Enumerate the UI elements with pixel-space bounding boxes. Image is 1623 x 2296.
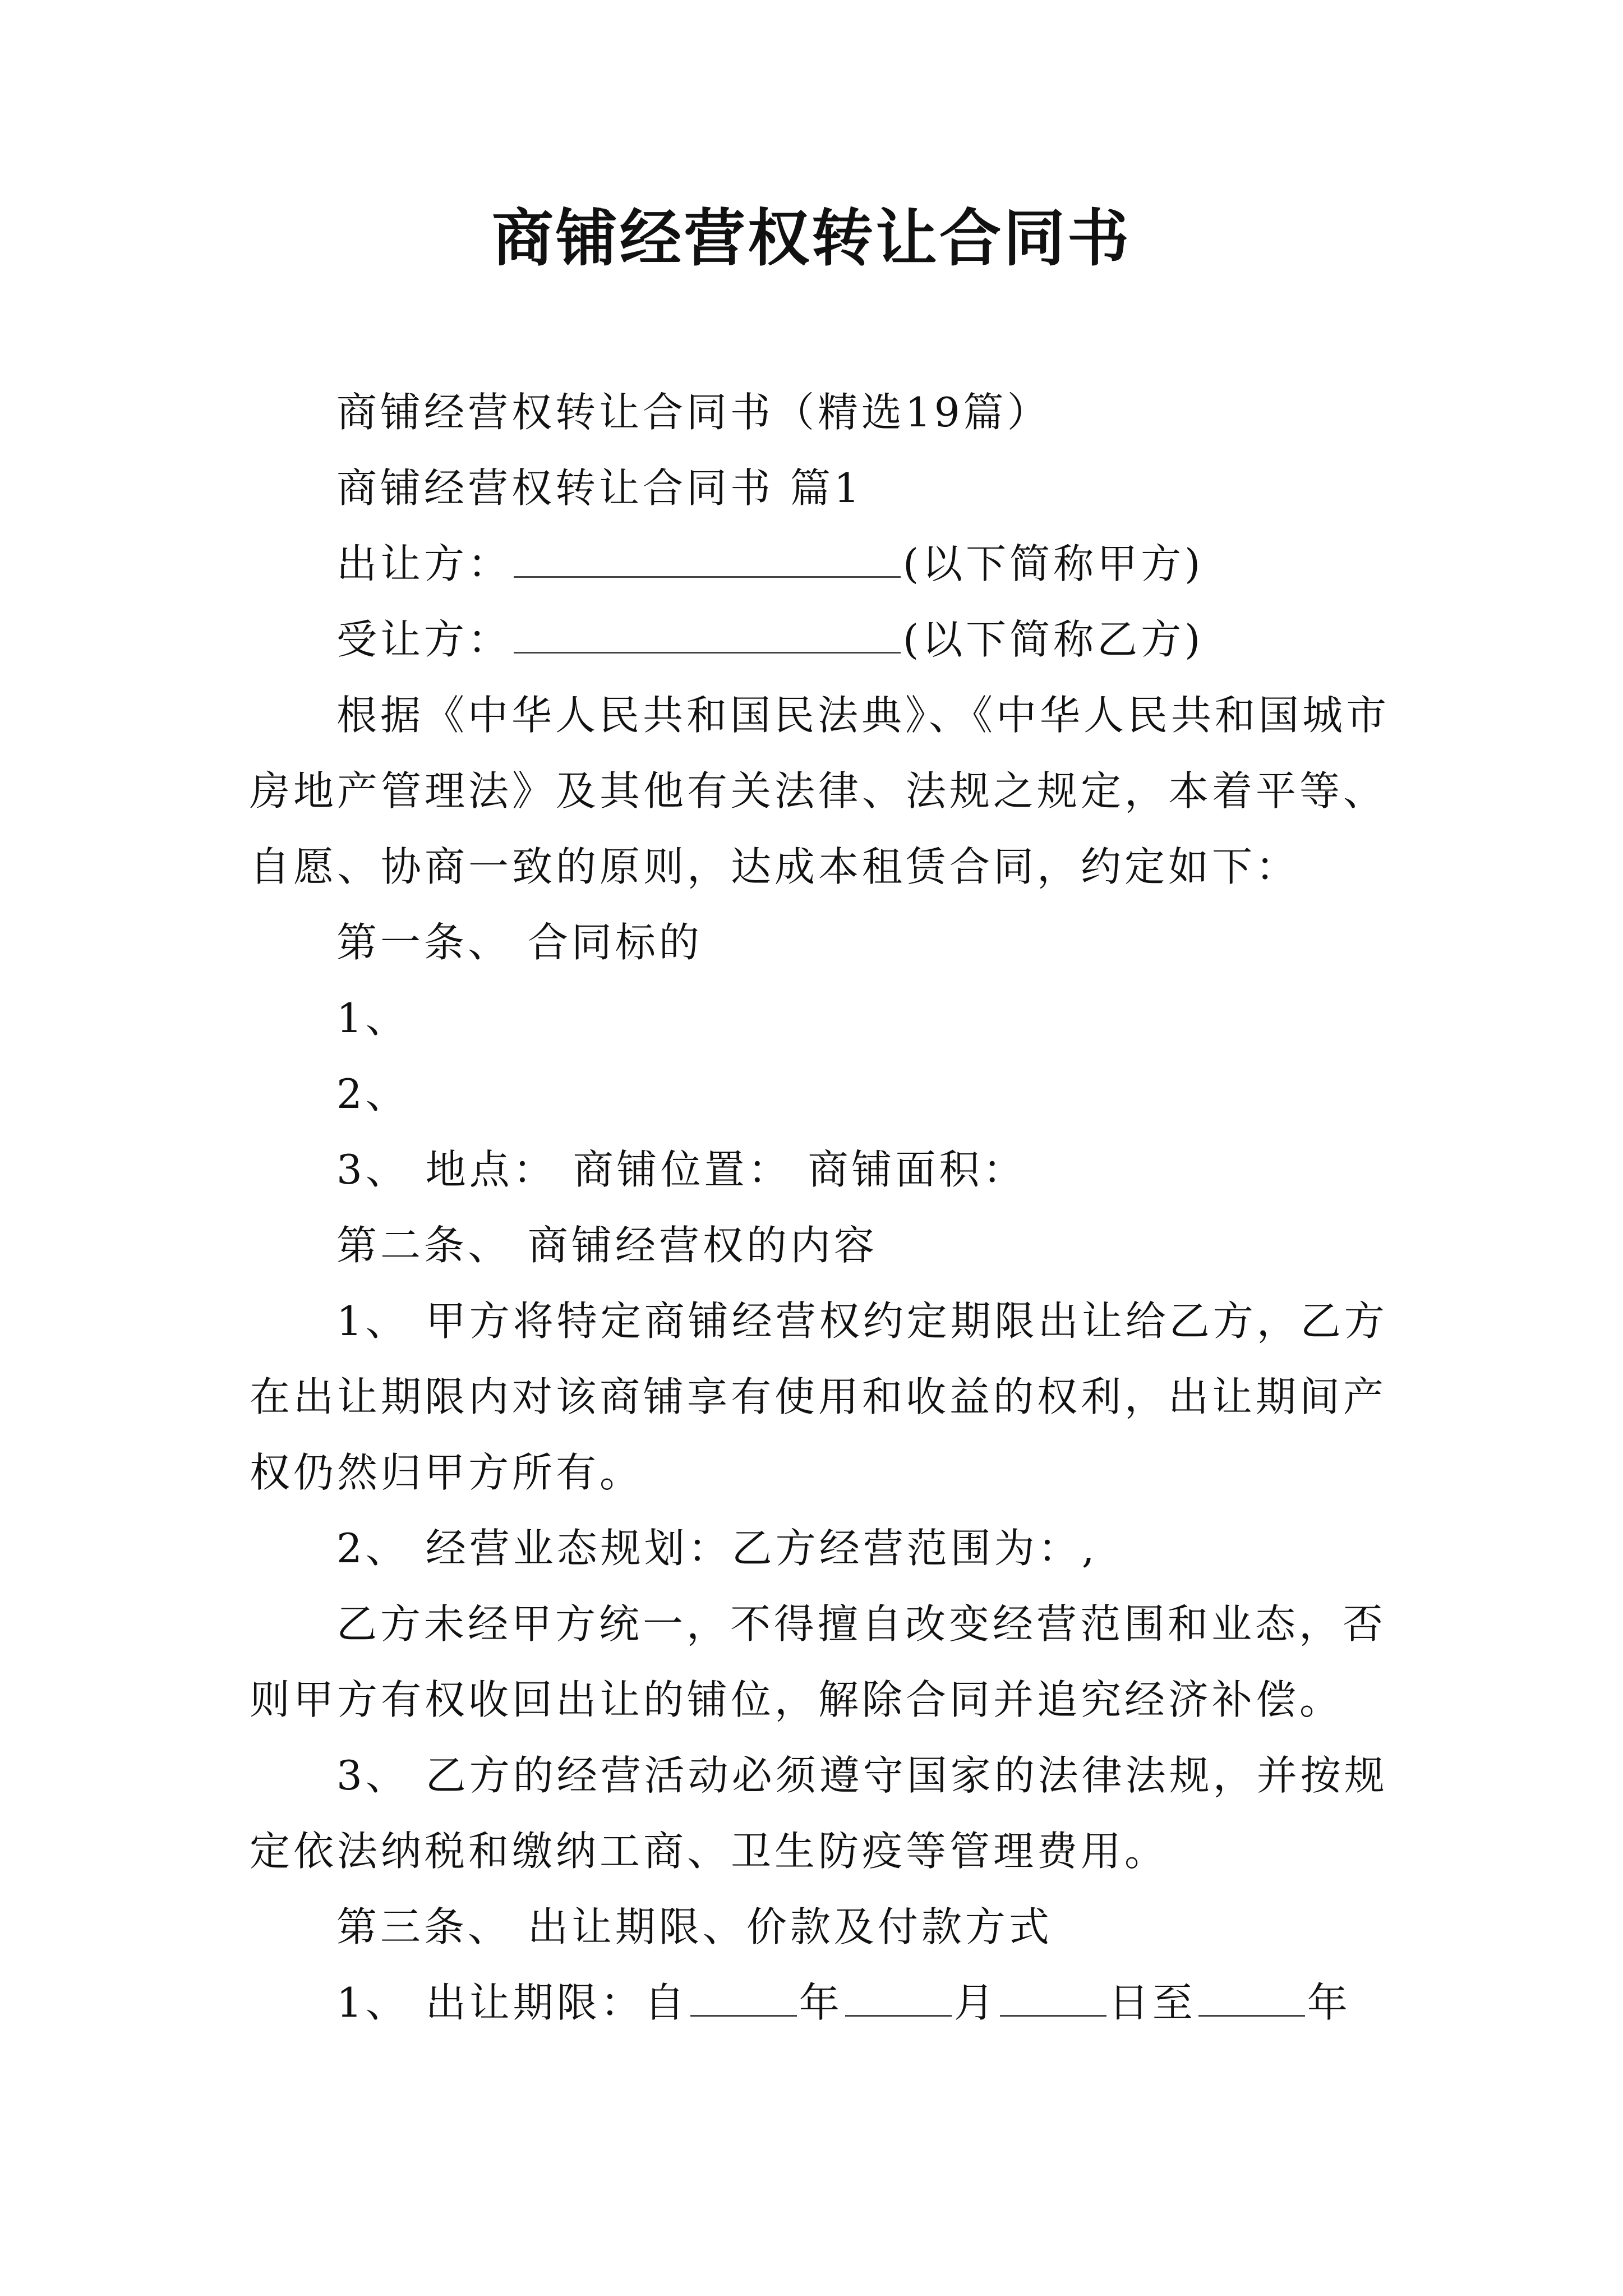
article-2-p1-line-3: 权仍然归甲方所有。 <box>250 1449 644 1496</box>
document-title: 商铺经营权转让合同书 <box>492 202 1131 274</box>
start-day-blank <box>1000 1975 1106 2017</box>
article-1-title: 第一条、 合同标的 <box>336 919 703 966</box>
article-3-title: 第三条、 出让期限、价款及付款方式 <box>336 1903 1053 1950</box>
part-heading: 商铺经营权转让合同书 篇1 <box>336 464 863 512</box>
article-2-title: 第二条、 商铺经营权的内容 <box>336 1222 878 1269</box>
article-2-p2: 2、 经营业态规划：乙方经营范围为：, <box>336 1525 1098 1572</box>
term-prefix: 1、 出让期限：自 <box>336 1979 688 2026</box>
article-2-p1-line-1: 1、 甲方将特定商铺经营权约定期限出让给乙方，乙方 <box>336 1297 1388 1345</box>
article-1-item-3: 3、 地点： 商铺位置： 商铺面积： <box>336 1146 1027 1193</box>
intro-line-2: 房地产管理法》及其他有关法律、法规之规定，本着平等、 <box>250 767 1387 815</box>
article-2-p4-line-1: 3、 乙方的经营活动必须遵守国家的法律法规，并按规 <box>336 1752 1388 1799</box>
transferee-label: 受让方： <box>336 616 512 663</box>
transferor-suffix: (以下简称甲方) <box>903 540 1204 587</box>
term-year-label: 年 <box>799 1979 843 2026</box>
term-year2-label: 年 <box>1307 1979 1351 2026</box>
intro-line-1: 根据《中华人民共和国民法典》、《中华人民共和国城市 <box>336 692 1390 739</box>
term-month-label: 月 <box>953 1979 998 2026</box>
article-2-p3-line-1: 乙方未经甲方统一，不得擅自改变经营范围和业态，否 <box>336 1600 1387 1648</box>
transferee-line <box>336 611 1204 668</box>
article-2-p3-line-2: 则甲方有权收回出让的铺位，解除合同并追究经济补偿。 <box>250 1676 1344 1723</box>
article-2-p1-line-2: 在出让期限内对该商铺享有使用和收益的权利，出让期间产 <box>250 1373 1387 1420</box>
transferor-blank <box>514 536 901 578</box>
article-1-item-2: 2、 <box>336 1070 409 1117</box>
end-year-blank <box>1198 1975 1305 2017</box>
subtitle: 商铺经营权转让合同书（精选19篇） <box>336 389 1051 436</box>
term-day-to-label: 日至 <box>1108 1979 1196 2026</box>
transferor-label: 出让方： <box>336 540 512 587</box>
intro-line-3: 自愿、协商一致的原则，达成本租赁合同，约定如下： <box>250 843 1300 890</box>
transferor-line <box>336 536 1204 592</box>
start-month-blank <box>845 1975 952 2017</box>
article-2-p4-line-2: 定依法纳税和缴纳工商、卫生防疫等管理费用。 <box>250 1828 1169 1875</box>
start-year-blank <box>690 1975 797 2017</box>
transferee-blank <box>514 611 901 654</box>
transferee-suffix: (以下简称乙方) <box>903 616 1204 663</box>
article-3-item-1 <box>336 1975 1351 2031</box>
article-1-item-1: 1、 <box>336 995 409 1042</box>
